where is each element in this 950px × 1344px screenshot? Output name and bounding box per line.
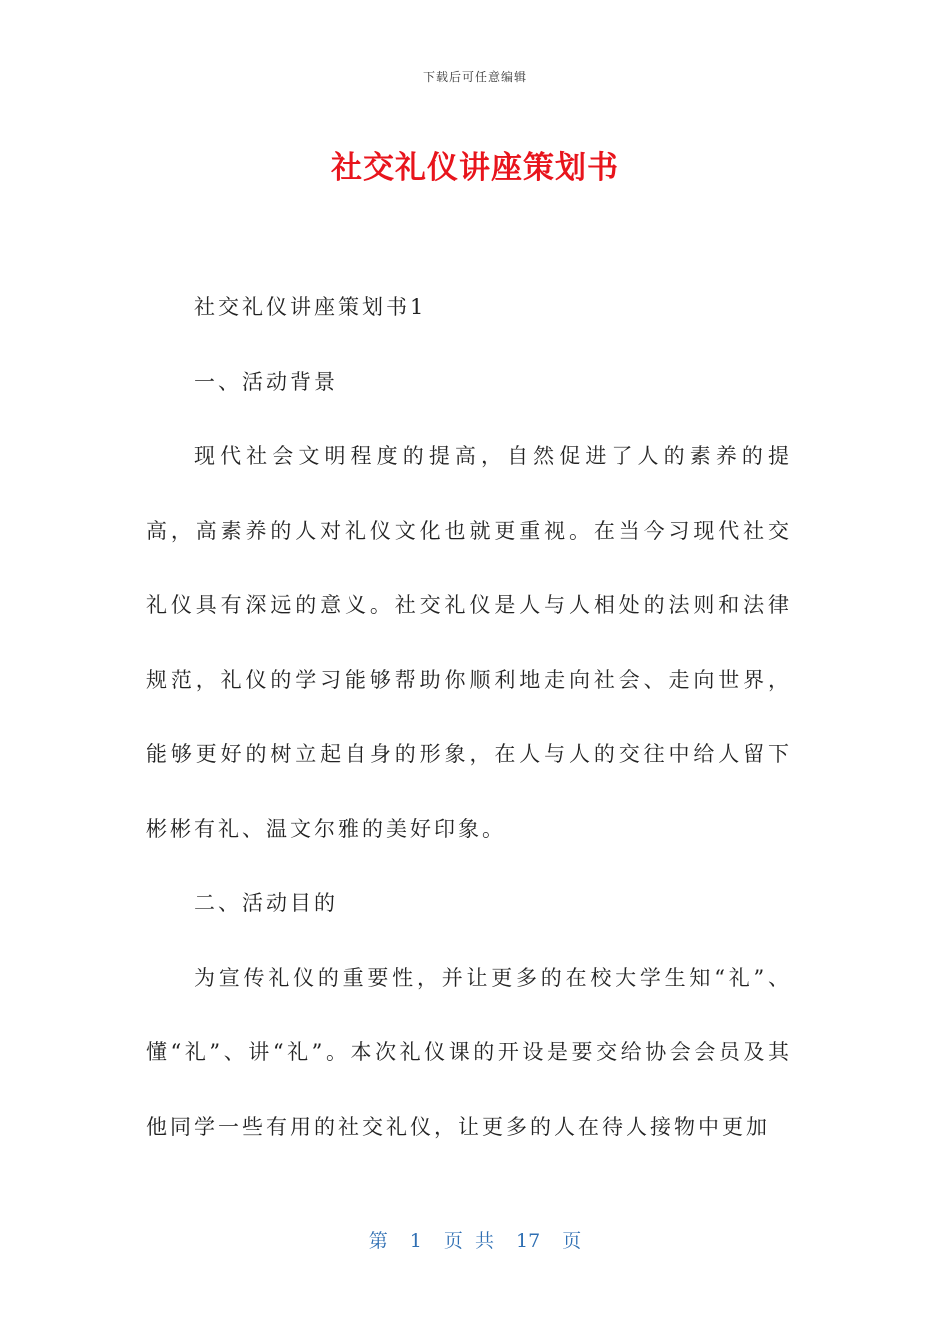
page-footer: [0, 1226, 950, 1253]
document-body: [146, 270, 792, 1164]
section-heading-background: 一、活动背景: [194, 369, 338, 394]
header-note: 下载后可任意编辑: [422, 70, 527, 84]
section-heading-main: 社交礼仪讲座策划书1: [194, 295, 427, 319]
document-title: 社交礼仪讲座策划书: [331, 150, 619, 186]
footer-suffix: 页: [562, 1230, 582, 1252]
footer-prefix: 第: [368, 1230, 388, 1252]
footer-current-page: 1: [409, 1230, 422, 1252]
paragraph-background: 现代社会文明程度的提高，自然促进了人的素养的提高，高素养的人对礼仪文化也就更重视。在当今习现代社交礼仪具有深远的意义。社交礼仪是人与人相处的法则和法律规范，礼仪的学习能够帮助你顺利地走向社会、走向世界，能够更好的树立起自身的形象，在人与人的交往中给人留下彬彬有礼、温文尔雅的美好印象。: [146, 444, 792, 841]
paragraph-purpose: 为宣传礼仪的重要性，并让更多的在校大学生知“礼”、懂“礼”、讲“礼”。本次礼仪课的开设是要交给协会会员及其他同学一些有用的社交礼仪，让更多的人在待人接物中更加: [146, 965, 792, 1139]
footer-total-pages: 17: [516, 1230, 541, 1252]
section-heading-purpose: 二、活动目的: [194, 891, 338, 915]
footer-mid: 页 共: [443, 1230, 494, 1252]
